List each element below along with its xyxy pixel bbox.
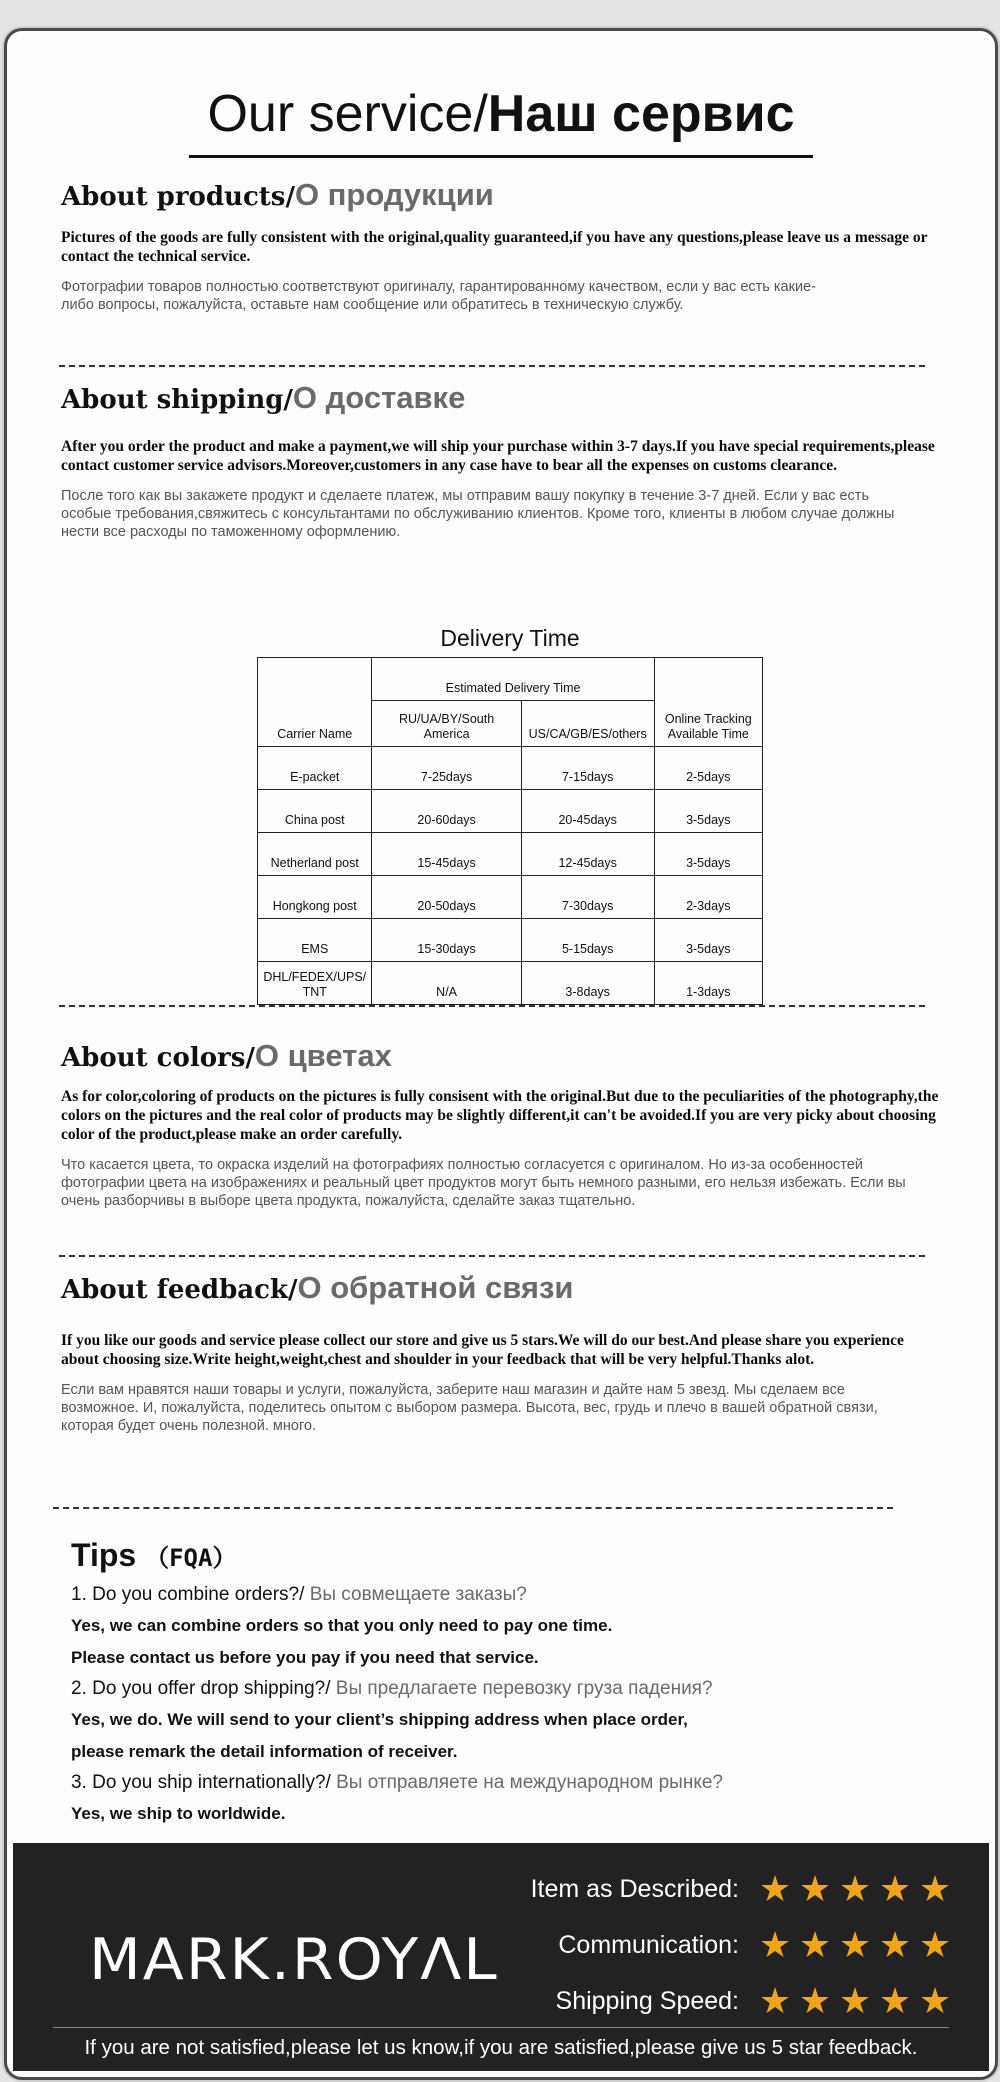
page-title: Our service/Наш сервис (189, 79, 812, 158)
star-icon: ★ (758, 1980, 792, 2021)
cell-track: 2-3days (654, 876, 762, 919)
cell-ru: N/A (372, 962, 521, 1005)
star-icon: ★ (918, 1980, 952, 2021)
star-rating (753, 1980, 953, 2021)
cell-carrier: E-packet (258, 747, 372, 790)
divider (59, 1005, 925, 1007)
page-frame (4, 28, 998, 2080)
colors-text-en: As for color,coloring of products on the pictures is fully consisent with the original.But due to the peculiarities of the photography,the colors on the pictures and the real color of products may be slightly different,it can't be avoided.If you are very picky about choosing color of the product,please make an order carefully. (61, 1088, 939, 1143)
divider (53, 1507, 893, 1509)
star-icon: ★ (798, 1980, 832, 2021)
star-icon: ★ (878, 1924, 912, 1965)
table-row (258, 833, 763, 876)
delivery-table-block (257, 623, 763, 1005)
faq-answer: Yes, we ship to worldwide. (71, 1804, 286, 1823)
rating-label: Shipping Speed: (555, 1986, 739, 2015)
cell-us: 5-15days (521, 919, 654, 962)
table-row (258, 790, 763, 833)
feedback-text-ru: Если вам нравятся наши товары и услуги, пожалуйста, заберите наш магазин и дайте нам 5 звезд. Мы сделаем все возможное. И, пожалуйста, поделитесь опытом с выбором размера. Высота, вес, грудь и плечо в вашей обратной связи, которая будет очень полезной. много. (61, 1382, 878, 1434)
rating-row (531, 1973, 953, 2029)
cell-carrier: China post (258, 790, 372, 833)
divider (59, 1255, 925, 1257)
header-estimated: Estimated Delivery Time (372, 658, 654, 701)
cell-us: 3-8days (521, 962, 654, 1005)
star-icon: ★ (878, 1868, 912, 1909)
section-heading-feedback: About feedback/О обратной связи (61, 1270, 574, 1305)
cell-ru: 15-30days (372, 919, 521, 962)
cell-us: 12-45days (521, 833, 654, 876)
cell-ru: 20-60days (372, 790, 521, 833)
star-rating (753, 1924, 953, 1965)
star-icon: ★ (838, 1980, 872, 2021)
divider (59, 365, 925, 367)
tips-title: Tips （FQA） (71, 1537, 237, 1573)
products-text-ru: Фотографии товаров полностью соответствуют оригиналу, гарантированному качеством, если у вас есть какие-либо вопросы, пожалуйста, оставьте нам сообщение или обратитесь в техническую службу. (61, 279, 816, 313)
cell-ru: 7-25days (372, 747, 521, 790)
star-icon: ★ (798, 1868, 832, 1909)
rating-row (531, 1917, 953, 1973)
cell-us: 7-30days (521, 876, 654, 919)
star-icon: ★ (918, 1868, 952, 1909)
star-icon: ★ (758, 1924, 792, 1965)
star-icon: ★ (878, 1980, 912, 2021)
star-icon: ★ (838, 1868, 872, 1909)
feedback-text-en: If you like our goods and service please collect our store and give us 5 stars.We will do our best.And please share you experience about choosing size.Write height,weight,chest and shoulder in your feedback that will be very helpful.Thanks alot. (61, 1332, 904, 1368)
tips-section (71, 1537, 951, 1830)
footer-divider (53, 2027, 949, 2028)
cell-track: 2-5days (654, 747, 762, 790)
header-us-region: US/CA/GB/ES/others (521, 701, 654, 747)
header-tracking: Online Tracking Available Time (654, 658, 762, 747)
section-heading-colors: About colors/О цветах (61, 1038, 392, 1073)
cell-track: 1-3days (654, 962, 762, 1005)
cell-track: 3-5days (654, 919, 762, 962)
faq-answer: please remark the detail information of receiver. (71, 1742, 458, 1761)
faq-question: 1. Do you combine orders?/ Вы совмещаете заказы? (71, 1584, 527, 1605)
star-icon: ★ (918, 1924, 952, 1965)
cell-ru: 20-50days (372, 876, 521, 919)
faq-answer: Yes, we can combine orders so that you only need to pay one time. (71, 1616, 613, 1635)
section-colors (61, 1037, 941, 1210)
faq-question: 2. Do you offer drop shipping?/ Вы предлагаете перевозку груза падения? (71, 1678, 713, 1699)
table-row (258, 919, 763, 962)
delivery-title: Delivery Time (440, 625, 580, 651)
cell-us: 7-15days (521, 747, 654, 790)
cell-carrier: EMS (258, 919, 372, 962)
table-row (258, 876, 763, 919)
colors-text-ru: Что касается цвета, то окраска изделий на фотографиях полностью согласуется с оригиналом. Но из-за особенностей фотографии цвета на изображениях и реальный цвет продуктов могут быть немного разными, его нельзя избежать. Если вы очень разборчивы в выборе цвета продукта, пожалуйста, сделайте заказ тщательно. (61, 1157, 906, 1209)
ratings (531, 1861, 953, 2029)
star-icon: ★ (838, 1924, 872, 1965)
faq-answer: Yes, we do. We will send to your client’s shipping address when place order, (71, 1710, 688, 1729)
cell-ru: 15-45days (372, 833, 521, 876)
cell-carrier: DHL/FEDEX/UPS/ TNT (258, 962, 372, 1005)
products-text-en: Pictures of the goods are fully consistent with the original,quality guaranteed,if you have any questions,please leave us a message or contact the technical service. (61, 229, 928, 265)
header-ru-region: RU/UA/BY/South America (372, 701, 521, 747)
shipping-text-ru: После того как вы закажете продукт и сделаете платеж, мы отправим вашу покупку в течение 3-7 дней. Если у вас есть особые требования,свяжитесь с консультантами по обслуживанию клиентов. Кроме того, клиенты в любом случае должны нести все расходы по таможенному оформлению. (61, 488, 895, 540)
rating-label: Communication: (558, 1930, 739, 1959)
section-products (61, 176, 941, 314)
faq-question: 3. Do you ship internationally?/ Вы отправляете на международном рынке? (71, 1772, 723, 1793)
header-carrier: Carrier Name (258, 658, 372, 747)
cell-carrier: Hongkong post (258, 876, 372, 919)
star-icon: ★ (798, 1924, 832, 1965)
cell-track: 3-5days (654, 790, 762, 833)
star-icon: ★ (758, 1868, 792, 1909)
shipping-text-en: After you order the product and make a payment,we will ship your purchase within 3-7 days.If you have special requirements,please contact customer service advisors.Moreover,customers in any case have to bear all the expenses on customs clearance. (61, 438, 935, 474)
section-shipping (61, 379, 941, 541)
section-feedback (61, 1269, 941, 1435)
table-row (258, 747, 763, 790)
cell-carrier: Netherland post (258, 833, 372, 876)
section-heading-shipping: About shipping/О доставке (61, 380, 466, 415)
brand-logo: MARK.ROYΛL (89, 1926, 499, 1994)
table-row (258, 962, 763, 1005)
footer-banner (13, 1843, 989, 2071)
cell-track: 3-5days (654, 833, 762, 876)
faq-answer: Please contact us before you pay if you need that service. (71, 1648, 539, 1667)
title-wrap (7, 79, 995, 158)
rating-label: Item as Described: (530, 1874, 739, 1903)
rating-row (531, 1861, 953, 1917)
delivery-table (257, 657, 763, 1005)
cell-us: 20-45days (521, 790, 654, 833)
footer-note: If you are not satisfied,please let us know,if you are satisfied,please give us 5 star feedback. (84, 2036, 918, 2059)
star-rating (753, 1868, 953, 1909)
section-heading-products: About products/О продукции (61, 177, 494, 212)
